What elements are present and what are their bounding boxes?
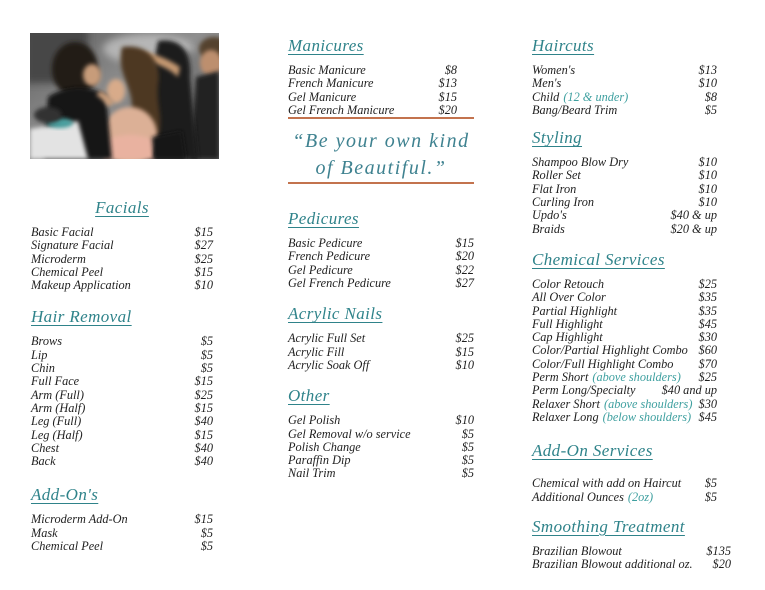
item-price: $13 [438,76,457,91]
item-price: $5 [461,453,474,468]
menu-item [532,278,717,291]
menu-item [31,375,213,388]
menu-item [31,442,213,455]
item-price: $15 [455,344,474,359]
item-price: $27 [194,238,213,253]
item-price: $20 [438,102,457,117]
item-note: (above shoulders) [603,396,693,411]
item-label: Basic Facial [31,225,94,239]
menu-item [288,428,474,441]
menu-item [288,91,474,104]
item-label: Acrylic Soak Off [288,357,370,372]
item-price: $15 [194,374,213,389]
item-price: $10 [698,155,717,170]
item-label: Basic Manicure [288,63,366,77]
price-list [532,477,717,504]
item-price: $15 [438,89,457,104]
item-price: $45 [698,409,717,424]
item-price: $25 [698,276,717,291]
menu-item [288,277,474,290]
item-label: Curling Iron [532,195,595,210]
menu-item [31,279,213,292]
menu-item [532,291,717,304]
section-heading: Styling [532,128,583,148]
menu-item [31,226,213,239]
section-add-ons [31,485,213,553]
section-other [288,386,474,480]
item-label: Roller Set [532,168,581,183]
section-pedicures [288,209,474,290]
section-heading: Acrylic Nails [288,304,383,324]
item-label: Flat Iron [532,181,577,196]
item-label: Full Highlight [532,316,603,331]
item-label: Signature Facial [31,238,114,253]
item-price: $25 [194,387,213,402]
item-label: Color Retouch [532,276,605,291]
price-list [31,226,213,292]
price-list [288,64,474,117]
item-label: Paraffin Dip [288,453,351,468]
item-price: $40 and up [661,383,717,398]
item-price: $5 [704,489,717,504]
item-price: $10 [698,168,717,183]
item-price: $27 [455,276,474,291]
item-label: Gel Pedicure [288,262,353,277]
item-label: Color/Partial Highlight Combo [532,343,688,358]
item-label: Perm Short (above shoulders) [532,370,681,385]
item-label: Shampoo Blow Dry [532,155,629,170]
item-label: Relaxer Short (above shoulders) [532,396,693,411]
section-add-on-services [532,441,717,504]
item-price: $40 [194,454,213,469]
item-label: Leg (Half) [31,427,83,442]
quote-line-2: of Beautiful.” [315,157,447,180]
item-note: (2oz) [627,489,654,504]
menu-item [31,513,213,526]
section-heading: Pedicures [288,209,359,229]
menu-item [31,527,213,540]
item-price: $8 [444,63,457,77]
price-list [31,513,213,553]
item-price: $40 & up [670,208,717,223]
item-label: Relaxer Long (below shoulders) [532,409,692,424]
item-label: Partial Highlight [532,303,618,318]
menu-item [532,305,717,318]
menu-item [532,169,717,182]
item-price: $15 [455,236,474,251]
price-list [31,335,213,468]
section-heading: Chemical Services [532,249,665,269]
item-price: $60 [698,343,717,358]
item-price: $5 [200,361,213,376]
item-price: $25 [698,370,717,385]
item-price: $10 [698,76,717,91]
item-note: (above shoulders) [592,370,681,385]
menu-item [288,264,474,277]
menu-item [288,359,474,372]
item-label: Microderm [31,251,86,266]
menu-item [288,104,474,117]
menu-item [31,266,213,279]
item-label: Lip [31,347,48,362]
item-label: Chin [31,361,55,376]
menu-item [532,318,717,331]
item-price: $13 [698,63,717,77]
section-smoothing-treatment [532,516,731,572]
menu-item [532,344,717,357]
section-heading: Add-On's [31,485,99,505]
item-label: Cap Highlight [532,330,603,345]
menu-item [31,362,213,375]
item-label: French Pedicure [288,249,371,264]
item-price: $135 [706,543,731,558]
price-list [532,543,731,572]
item-price: $10 [698,181,717,196]
menu-item [288,64,474,77]
item-label: Acrylic Fill [288,344,345,359]
left-column [31,0,213,553]
menu-item [31,335,213,348]
item-label: All Over Color [532,290,606,305]
section-styling [532,128,717,236]
item-label: Bang/Beard Trim [532,102,618,117]
item-price: $5 [461,439,474,454]
section-heading: Manicures [288,36,364,55]
item-price: $20 [455,249,474,264]
menu-item [31,429,213,442]
item-label: Chemical Peel [31,264,104,279]
menu-item [31,349,213,362]
price-list [288,332,474,372]
section-acrylic-nails [288,304,474,372]
section-heading: Add-On Services [532,441,653,461]
item-label: Braids [532,221,565,236]
menu-item [532,384,717,397]
item-price: $10 [698,195,717,210]
item-price: $15 [194,427,213,442]
section-chemical-services [532,250,717,424]
item-label: Arm (Full) [31,387,84,402]
item-label: Brazilian Blowout [532,543,622,558]
menu-item [288,250,474,263]
item-price: $30 [698,330,717,345]
item-price: $30 [698,396,717,411]
menu-item [288,346,474,359]
item-label: Chest [31,440,60,455]
item-note: (below shoulders) [602,409,692,424]
item-label: Brazilian Blowout additional oz. [532,557,693,572]
item-price: $15 [194,264,213,279]
menu-item [288,441,474,454]
menu-item [532,358,717,371]
item-price: $35 [698,303,717,318]
item-label: Makeup Application [31,278,131,293]
item-price: $5 [200,347,213,362]
menu-item [532,209,717,222]
item-price: $8 [704,89,717,104]
menu-item [288,454,474,467]
section-heading: Smoothing Treatment [532,516,685,536]
item-price: $10 [194,278,213,293]
item-price: $5 [461,466,474,481]
menu-item [532,64,717,77]
item-price: $5 [200,539,213,554]
quote-divider-bottom [288,182,474,184]
menu-item [532,398,717,411]
item-label: Chemical Peel [31,539,104,554]
price-list [288,237,474,290]
item-price: $10 [455,357,474,372]
item-label: Updo's [532,208,567,223]
item-price: $25 [194,251,213,266]
menu-item [532,77,717,90]
section-haircuts [532,36,717,117]
item-price: $40 [194,440,213,455]
item-label: Acrylic Full Set [288,331,366,346]
item-label: Mask [31,525,58,540]
item-label: Arm (Half) [31,400,86,415]
item-label: Perm Long/Specialty [532,383,636,398]
menu-item [532,196,717,209]
item-label: Polish Change [288,439,361,454]
item-price: $40 [194,414,213,429]
item-label: Leg (Full) [31,414,82,429]
item-label: Gel Removal w/o service [288,426,411,441]
menu-item [31,415,213,428]
item-price: $15 [194,512,213,527]
item-price: $25 [455,331,474,346]
menu-item [31,389,213,402]
item-label: Microderm Add-On [31,512,128,527]
item-label: Color/Full Highlight Combo [532,356,674,371]
menu-item [532,411,717,424]
menu-item [532,183,717,196]
menu-item [31,455,213,468]
item-note: (12 & under) [563,89,629,104]
menu-item [31,253,213,266]
quote [288,128,474,182]
menu-item [288,467,474,480]
item-label: Gel Polish [288,413,341,428]
section-manicures [288,36,474,117]
menu-item [31,239,213,252]
item-label: Back [31,454,56,469]
middle-column [288,0,474,481]
menu-item [532,104,717,117]
item-price: $20 [712,557,731,572]
menu-item [288,237,474,250]
salon-photo [30,33,219,159]
section-heading: Other [288,386,330,406]
menu-item [532,156,717,169]
menu-item [532,543,731,558]
price-list [532,64,717,117]
section-hair-removal [31,307,213,468]
item-price: $15 [194,400,213,415]
item-price: $5 [200,525,213,540]
menu-item [532,331,717,344]
menu-item [31,540,213,553]
item-label: Nail Trim [288,466,336,481]
menu-item [288,414,474,427]
item-price: $5 [704,102,717,117]
item-label: Additional Ounces (2oz) [532,489,654,504]
section-facials [31,198,213,292]
price-list [288,414,474,480]
item-price: $22 [455,262,474,277]
menu-item [532,91,717,104]
item-label: Child (12 & under) [532,89,629,104]
item-price: $5 [200,334,213,349]
item-label: Gel French Pedicure [288,276,391,291]
item-price: $35 [698,290,717,305]
item-price: $70 [698,356,717,371]
salon-photo-illustration [30,33,219,159]
item-label: Chemical with add on Haircut [532,476,682,491]
item-price: $5 [461,426,474,441]
price-list [532,156,717,236]
item-label: Women's [532,63,576,77]
item-label: Gel Manicure [288,89,357,104]
menu-item [532,491,717,504]
item-price: $45 [698,316,717,331]
price-list [532,278,717,424]
item-price: $5 [704,476,717,491]
item-label: Basic Pedicure [288,236,363,251]
menu-item [288,77,474,90]
menu-item [532,223,717,236]
item-label: Gel French Manicure [288,102,395,117]
section-heading: Haircuts [532,36,595,55]
menu-item [532,557,731,572]
item-price: $20 & up [670,221,717,236]
menu-item [288,332,474,345]
menu-item [31,402,213,415]
item-label: Full Face [31,374,80,389]
item-label: Brows [31,334,62,349]
item-price: $15 [194,225,213,239]
right-column [532,0,731,572]
quote-line-1: “Be your own kind [292,130,470,153]
item-price: $10 [455,413,474,428]
item-label: French Manicure [288,76,374,91]
quote-divider-top [288,117,474,119]
section-heading: Hair Removal [31,307,132,327]
menu-item [532,371,717,384]
item-label: Men's [532,76,562,91]
menu-item [532,477,717,490]
section-heading: Facials [95,198,149,217]
